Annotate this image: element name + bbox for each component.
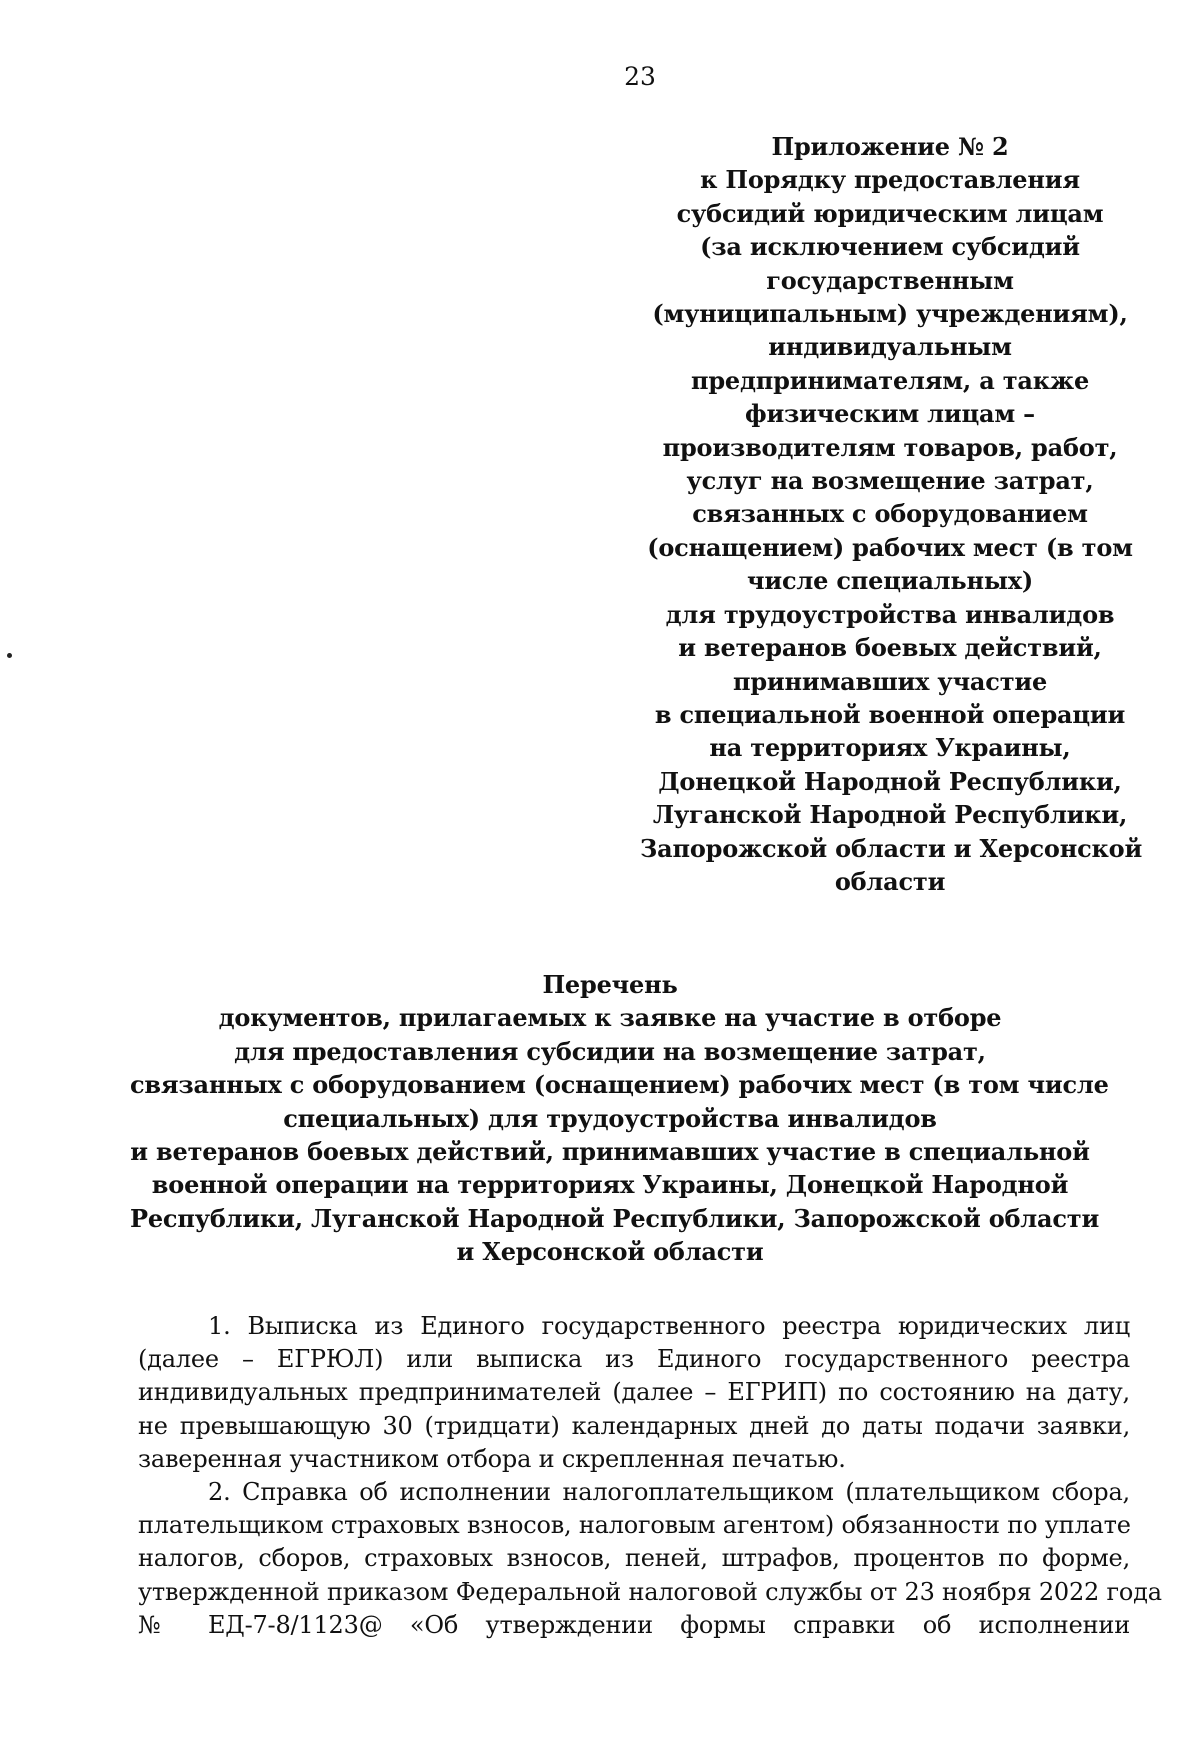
appendix-line: Приложение № 2: [771, 132, 1009, 161]
appendix-header: [640, 130, 1143, 898]
appendix-line: индивидуальным: [768, 332, 1012, 362]
appendix-line: для трудоустройства инвалидов: [665, 599, 1115, 629]
appendix-line: (за исключением субсидий: [700, 232, 1080, 262]
scan-speck: [7, 653, 12, 658]
appendix-line: Запорожской области и Херсонской: [640, 833, 1143, 863]
appendix-line: к Порядку предоставления: [700, 165, 1080, 195]
paragraph-line: не превышающую 30 (тридцати) календарных дней до даты подачи заявки,: [138, 1411, 1130, 1440]
heading-line: Республики, Луганской Народной Республики, Запорожской области: [130, 1203, 1100, 1233]
appendix-line: производителям товаров, работ,: [662, 432, 1118, 462]
appendix-line: государственным: [766, 265, 1014, 295]
appendix-line: (оснащением) рабочих мест (в том: [647, 532, 1133, 562]
appendix-line: Донецкой Народной Республики,: [658, 766, 1122, 796]
list-item-2: [138, 1476, 1162, 1642]
heading-line: и Херсонской области: [456, 1237, 764, 1267]
paragraph-line: заверенная участником отбора и скрепленная печатью.: [138, 1444, 846, 1473]
appendix-line: числе специальных): [747, 566, 1033, 596]
appendix-line: (муниципальным) учреждениям),: [652, 299, 1128, 329]
heading-title: Перечень: [542, 970, 678, 999]
paragraph-line: № ЕД-7-8/1123@ «Об утверждении формы справки об исполнении: [138, 1610, 1130, 1639]
heading-line: связанных с оборудованием (оснащением) рабочих мест (в том числе: [130, 1070, 1109, 1100]
appendix-line: на территориях Украины,: [709, 733, 1071, 763]
appendix-line: субсидий юридическим лицам: [676, 198, 1104, 228]
appendix-line: Луганской Народной Республики,: [652, 800, 1128, 830]
appendix-line: услуг на возмещение затрат,: [686, 466, 1094, 496]
document-heading: [130, 968, 1109, 1269]
heading-line: специальных) для трудоустройства инвалидов: [283, 1103, 937, 1133]
heading-line: и ветеранов боевых действий, принимавших участие в специальной: [130, 1137, 1090, 1167]
heading-line: документов, прилагаемых к заявке на участие в отборе: [218, 1003, 1002, 1033]
page-number: 23: [624, 62, 656, 91]
appendix-line: области: [834, 866, 946, 896]
paragraph-line: плательщиком страховых взносов, налоговым агентом) обязанности по уплате: [138, 1511, 1131, 1540]
paragraph-line: налогов, сборов, страховых взносов, пеней, штрафов, процентов по форме,: [138, 1544, 1130, 1573]
appendix-line: и ветеранов боевых действий,: [678, 633, 1102, 663]
paragraph-line: (далее – ЕГРЮЛ) или выписка из Единого государственного реестра: [138, 1345, 1130, 1374]
document-body: [138, 1310, 1162, 1642]
paragraph-line: 1. Выписка из Единого государственного реестра юридических лиц: [208, 1312, 1130, 1340]
paragraph-line: индивидуальных предпринимателей (далее – ЕГРИП) по состоянию на дату,: [138, 1378, 1130, 1407]
paragraph-line: утвержденной приказом Федеральной налоговой службы от 23 ноября 2022 года: [138, 1577, 1162, 1606]
appendix-line: физическим лицам –: [745, 399, 1035, 429]
paragraph-line: 2. Справка об исполнении налогоплательщиком (плательщиком сбора,: [208, 1478, 1130, 1507]
heading-line: для предоставления субсидии на возмещение затрат,: [234, 1036, 986, 1066]
heading-line: военной операции на территориях Украины, Донецкой Народной: [151, 1170, 1069, 1200]
list-item-1: [138, 1310, 1130, 1476]
appendix-line: принимавших участие: [732, 666, 1048, 696]
appendix-line: связанных с оборудованием: [692, 499, 1088, 529]
appendix-line: предпринимателям, а также: [690, 365, 1090, 395]
appendix-line: в специальной военной операции: [654, 699, 1126, 729]
